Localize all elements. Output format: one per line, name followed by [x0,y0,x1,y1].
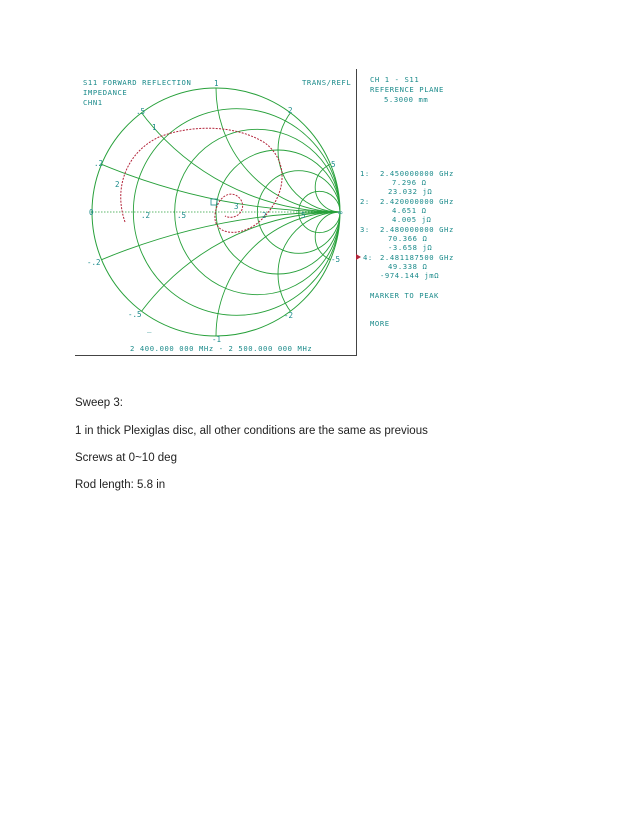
chart-label: -2 [284,311,294,320]
chart-label: .5 [136,107,146,116]
chart-label: 0 [89,208,94,217]
marker-reactance: -974.144 jmΩ [380,271,440,280]
marker-resistance: 4.651 Ω [392,206,427,215]
channel-parameter: CH 1 - S11 [370,75,420,84]
trace-marker-label: 2 [115,180,120,189]
smith-chart [75,69,357,356]
chart-label: 1 [214,79,219,88]
reference-plane-label: REFERENCE PLANE [370,85,444,94]
chart-label: 5 [331,160,336,169]
channel-label: CHN1 [83,98,103,107]
chart-label: -1 [212,335,222,344]
softkey-more: MORE [370,319,390,328]
mode-label: TRANS/REFL [302,78,352,87]
section-heading: Sweep 3: [75,397,123,409]
marker-reactance: -3.658 jΩ [388,243,433,252]
body-text: Rod length: 5.8 in [75,479,166,491]
chart-label: -5 [331,255,341,264]
marker-frequency: 2.450000000 GHz [380,169,454,178]
trace-marker-label: 1 [152,123,157,132]
chart-label: 2 [262,211,267,220]
marker-resistance: 49.338 Ω [388,262,428,271]
sweep-range: 2 400.000 000 MHz - 2 500.000 000 MHz [130,344,313,353]
chart-label: .2 [141,211,151,220]
marker-resistance: 7.296 Ω [392,178,427,187]
chart-label: _ [147,324,152,333]
format-label: IMPEDANCE [83,88,128,97]
measurement-title: S11 FORWARD REFLECTION [83,78,192,87]
marker-reactance: 23.032 jΩ [388,187,433,196]
marker-index: 1: [360,169,370,178]
marker-frequency: 2.480000000 GHz [380,225,454,234]
marker-frequency: 2.481187500 GHz [380,253,454,262]
softkey-marker-to-peak: MARKER TO PEAK [370,291,439,300]
chart-label: ∞ [338,208,343,217]
marker-resistance: 70.366 Ω [388,234,428,243]
marker-frequency: 2.420000000 GHz [380,197,454,206]
chart-label: -.2 [87,258,101,267]
reference-plane-value: 5.3000 mm [384,95,429,104]
chart-label: .2 [94,159,104,168]
marker-index: 3: [360,225,370,234]
marker-index: 2: [360,197,370,206]
chart-label: 5 [301,211,306,220]
marker-reactance: 4.005 jΩ [392,215,432,224]
chart-label: 2 [288,106,293,115]
marker-index: 4: [363,253,373,262]
body-text: 1 in thick Plexiglas disc, all other conditions are the same as previous [75,425,428,437]
chart-label: .5 [177,211,187,220]
body-text: Screws at 0~10 deg [75,452,177,464]
chart-label: -.5 [128,310,142,319]
trace-marker-label: 3 [234,202,239,211]
